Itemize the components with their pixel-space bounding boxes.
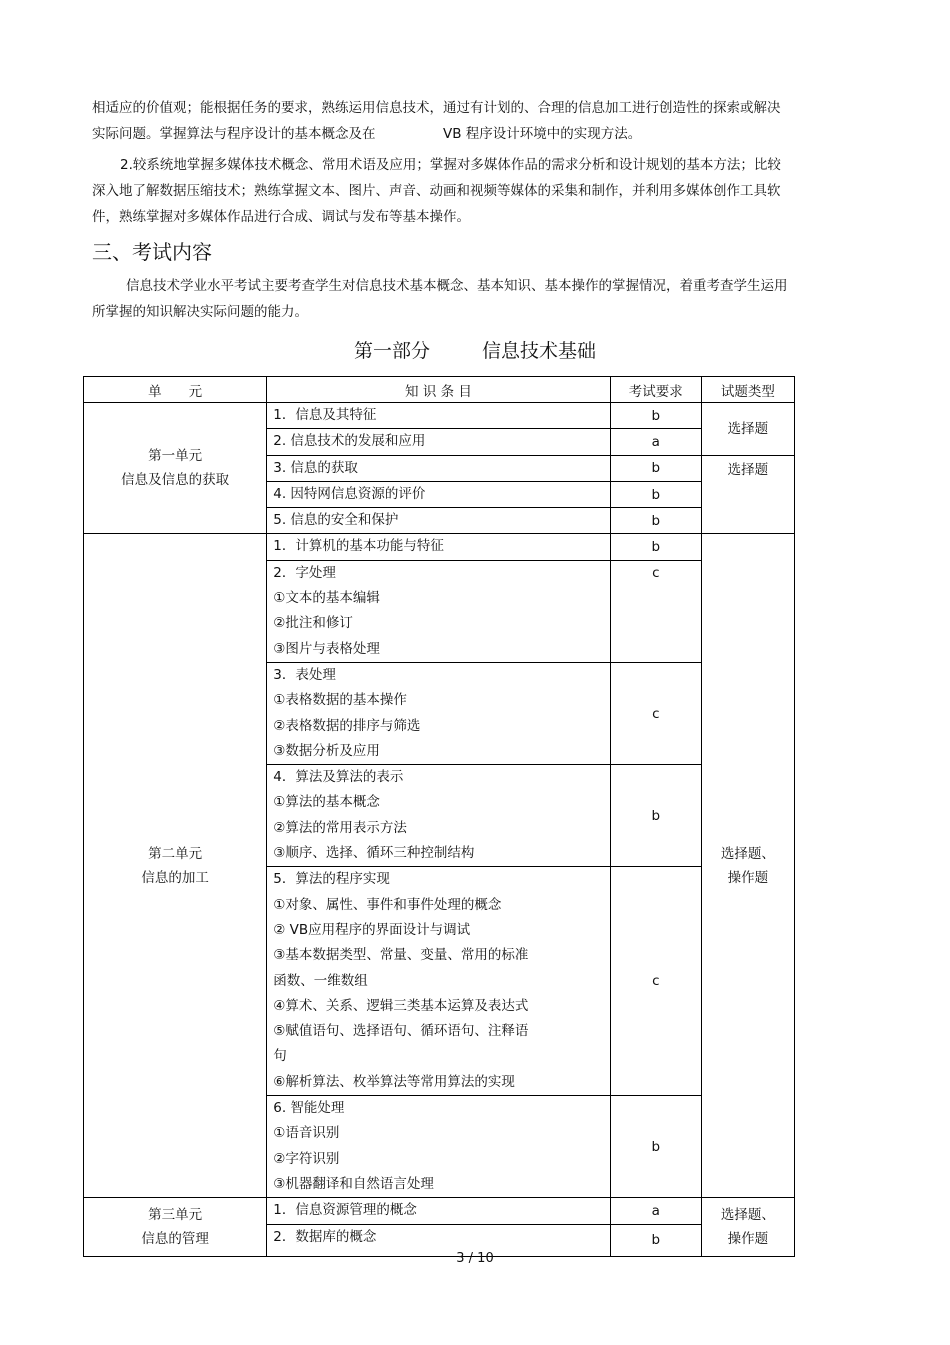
unit1-name bbox=[84, 403, 267, 534]
unit3-item-2: 2．数据库的概念 bbox=[267, 1224, 610, 1256]
unit2-name-line2: 信息的加工 bbox=[141, 869, 209, 886]
part-title-left: 第一部分 bbox=[353, 340, 430, 362]
unit2-req-5: c bbox=[610, 867, 701, 1096]
unit2-item-3-line1: 3．表处理 bbox=[273, 666, 336, 683]
unit3-name-line1: 第三单元 bbox=[148, 1206, 203, 1223]
unit3-req-1: a bbox=[610, 1198, 701, 1224]
unit3-name bbox=[84, 1198, 267, 1256]
unit1-item-2: 2. 信息技术的发展和应用 bbox=[267, 429, 610, 455]
unit1-req-1: b bbox=[610, 403, 701, 429]
unit2-item-1: 1．计算机的基本功能与特征 bbox=[267, 534, 610, 560]
unit2-name bbox=[84, 534, 267, 1198]
unit2-item-5-line7: ⑤赋值语句、选择语句、循环语句、注释语 bbox=[273, 1023, 529, 1040]
header-unit: 单 元 bbox=[84, 377, 267, 403]
unit2-item-6-line4: ③机器翻译和自然语言处理 bbox=[273, 1175, 434, 1192]
unit1-req-3: b bbox=[610, 455, 701, 481]
unit2-item-6-line2: ①语音识别 bbox=[273, 1125, 340, 1142]
unit2-item-5-line8: 句 bbox=[273, 1048, 287, 1065]
unit3-type-line2: 操作题 bbox=[727, 1230, 769, 1247]
header-knowledge: 知 识 条 目 bbox=[267, 377, 610, 403]
table-row bbox=[84, 403, 795, 429]
unit2-req-3: c bbox=[610, 662, 701, 764]
unit2-item-3-line2: ①表格数据的基本操作 bbox=[273, 692, 407, 709]
unit1-name-line2: 信息及信息的获取 bbox=[121, 472, 230, 489]
unit1-item-3: 3. 信息的获取 bbox=[267, 455, 610, 481]
header-requirement: 考试要求 bbox=[610, 377, 701, 403]
unit2-item-6-line3: ②字符识别 bbox=[273, 1150, 340, 1167]
table-row bbox=[84, 1198, 795, 1224]
unit3-name-line2: 信息的管理 bbox=[141, 1230, 209, 1247]
unit1-item-1: 1．信息及其特征 bbox=[267, 403, 610, 429]
unit2-item-5-line4: ③基本数据类型、常量、变量、常用的标准 bbox=[273, 947, 529, 964]
paragraph-1: 相适应的价值观；能根据任务的要求，熟练运用信息技术，通过有计划的、合理的信息加工进行创造性的探索或解决实际问题。掌握算法与程序设计的基本概念及在 VB 程序设计环境中的实现方法。 bbox=[92, 100, 781, 142]
unit3-req-2: b bbox=[610, 1224, 701, 1256]
unit2-item-5-line2: ①对象、属性、事件和事件处理的概念 bbox=[273, 896, 502, 913]
table-header-row bbox=[84, 377, 795, 403]
unit2-item-5-line5: 函数、一维数组 bbox=[273, 972, 368, 989]
unit1-item-5: 5. 信息的安全和保护 bbox=[267, 508, 610, 534]
paragraph-2: 2.较系统地掌握多媒体技术概念、常用术语及应用；掌握对多媒体作品的需求分析和设计规划的基本方法；比较深入地了解数据压缩技术；熟练掌握文本、图片、声音、动画和视频等媒体的采集和制作，并利用多媒体创作工具软件，熟练掌握对多媒体作品进行合成、调试与发布等基本操作。 bbox=[92, 157, 781, 225]
unit2-req-2: c bbox=[610, 560, 701, 662]
header-type: 试题类型 bbox=[701, 377, 794, 403]
unit2-item-3 bbox=[267, 662, 610, 764]
unit2-item-5-line6: ④算术、关系、逻辑三类基本运算及表达式 bbox=[273, 997, 529, 1014]
content-table bbox=[83, 376, 795, 1257]
unit2-item-5-line9: ⑥解析算法、枚举算法等常用算法的实现 bbox=[273, 1073, 515, 1090]
unit2-item-6-line1: 6. 智能处理 bbox=[273, 1100, 345, 1117]
unit2-type-line2: 操作题 bbox=[727, 869, 769, 886]
unit2-item-4-line3: ②算法的常用表示方法 bbox=[273, 819, 407, 836]
unit2-item-5-line3: ② VB应用程序的界面设计与调试 bbox=[273, 921, 471, 938]
unit2-item-2-line3: ②批注和修订 bbox=[273, 615, 353, 632]
unit3-item-1: 1．信息资源管理的概念 bbox=[267, 1198, 610, 1224]
paragraph-3: 信息技术学业水平考试主要考查学生对信息技术基本概念、基本知识、基本操作的掌握情况，着重考查学生运用所掌握的知识解决实际问题的能力。 bbox=[92, 278, 788, 320]
unit2-item-4 bbox=[267, 765, 610, 867]
unit2-item-6 bbox=[267, 1096, 610, 1198]
unit2-req-6: b bbox=[610, 1096, 701, 1198]
part-title bbox=[0, 336, 950, 363]
unit1-req-5: b bbox=[610, 508, 701, 534]
unit2-item-5-line1: 5．算法的程序实现 bbox=[273, 871, 390, 888]
section-heading: 三、考试内容 bbox=[92, 240, 212, 264]
unit2-req-4: b bbox=[610, 765, 701, 867]
unit2-item-2-line1: 2．字处理 bbox=[273, 564, 336, 581]
unit2-item-5 bbox=[267, 867, 610, 1096]
unit2-item-2-line4: ③图片与表格处理 bbox=[273, 640, 380, 657]
unit1-req-2: a bbox=[610, 429, 701, 455]
unit2-item-4-line1: 4．算法及算法的表示 bbox=[273, 769, 404, 786]
unit1-name-line1: 第一单元 bbox=[148, 448, 203, 465]
unit2-type-line1: 选择题、 bbox=[720, 845, 775, 862]
unit2-item-3-line4: ③数据分析及应用 bbox=[273, 742, 380, 759]
unit1-req-4: b bbox=[610, 481, 701, 507]
unit3-type bbox=[701, 1198, 794, 1256]
unit2-req-1: b bbox=[610, 534, 701, 560]
unit2-type bbox=[701, 534, 794, 1198]
unit3-type-line1: 选择题、 bbox=[720, 1206, 775, 1223]
part-title-right: 信息技术基础 bbox=[482, 340, 597, 362]
unit2-item-4-line2: ①算法的基本概念 bbox=[273, 794, 380, 811]
unit1-type-a: 选择题 bbox=[701, 403, 794, 456]
unit2-item-3-line3: ②表格数据的排序与筛选 bbox=[273, 717, 421, 734]
unit2-item-2-line2: ①文本的基本编辑 bbox=[273, 590, 380, 607]
page-number: 3 / 10 bbox=[456, 1251, 494, 1266]
unit2-name-line1: 第二单元 bbox=[148, 845, 203, 862]
table-row bbox=[84, 534, 795, 560]
unit2-item-4-line4: ③顺序、选择、循环三种控制结构 bbox=[273, 845, 475, 862]
unit1-item-4: 4. 因特网信息资源的评价 bbox=[267, 481, 610, 507]
unit1-type-b: 选择题 bbox=[701, 455, 794, 534]
unit2-item-2 bbox=[267, 560, 610, 662]
